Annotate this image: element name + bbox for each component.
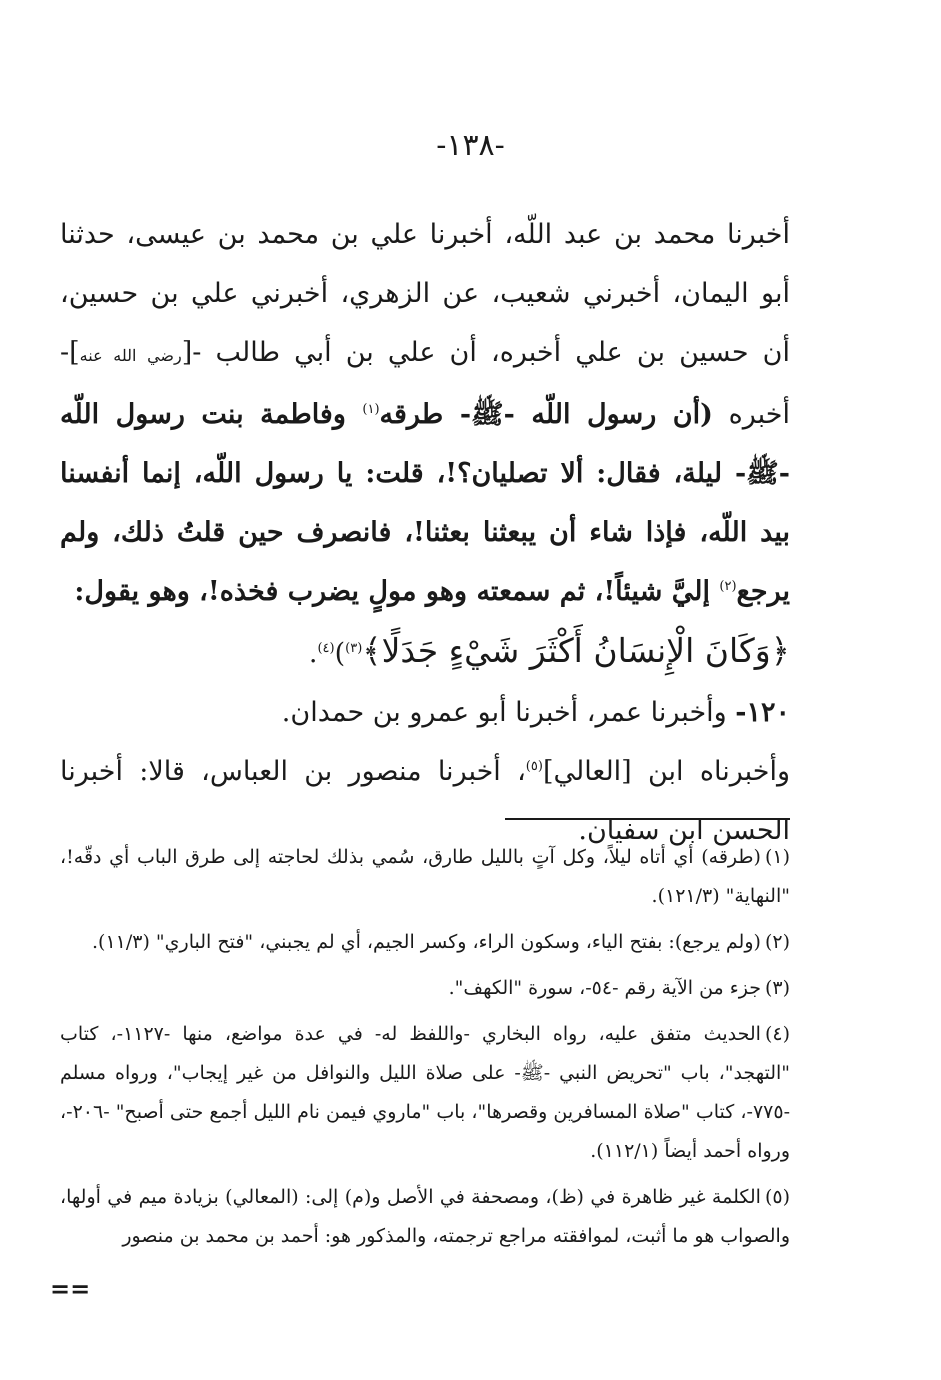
paragraph-end: . bbox=[308, 638, 318, 669]
footnote-ref-5[interactable]: (٥) bbox=[525, 759, 543, 774]
quran-verse: ﴿وَكَانَ الْإِنسَانُ أَكْثَرَ شَيْءٍ جَدَلًا﴾ bbox=[362, 631, 790, 670]
matn-bold-1: (أن رسول اللّه -ﷺ- طرقه bbox=[379, 399, 713, 430]
matn-bold-3: إليَّ شيئاً!، ثم سمعته وهو مولٍ يضرب فخذه!، وهو يقول: bbox=[74, 576, 720, 607]
footnotes bbox=[60, 838, 790, 1263]
footnote-ref-4[interactable]: (٤) bbox=[317, 641, 335, 656]
footnote-number: (٥) bbox=[764, 1186, 790, 1208]
isnad-text: أخبرنا محمد بن عبد اللّه، أخبرنا علي بن محمد بن عيسى، حدثنا أبو اليمان، أخبرني شعيب، عن الزهري، أخبرني علي بن حسين، أن حسين بن علي أخبره، أن علي بن أبي طالب -[ bbox=[60, 219, 791, 368]
footnote-text: جزء من الآية رقم -٥٤-، سورة "الكهف". bbox=[448, 977, 761, 999]
footnote-text: (ولم يرجع): بفتح الياء، وسكون الراء، وكسر الجيم، أي لم يجبني، "فتح الباري" (١١/٣). bbox=[91, 931, 761, 953]
footnote-2 bbox=[60, 923, 790, 962]
footnote-number: (٤) bbox=[764, 1023, 790, 1045]
hadith-paragraph bbox=[60, 205, 790, 683]
footnote-number: (١) bbox=[764, 846, 790, 868]
isnad-text-2: ]- أخبره bbox=[60, 337, 790, 430]
isnad-3b: ، أخبرنا منصور بن العباس، قالا: أخبرنا الحسن ابن سفيان. bbox=[60, 756, 790, 846]
footnote-text: الكلمة غير ظاهرة في (ظ)، ومصحفة في الأصل و(م) إلى: (المعالي) بزيادة ميم في أولها، والصواب هو ما أثبت، لموافقته مراجع ترجمته، والمذكور هو: أحمد بن محمد بن منصور bbox=[60, 1186, 790, 1247]
matn-bold-2: وفاطمة بنت رسول اللّه -ﷺ- ليلة، فقال: ألا تصليان؟!، قلت: يا رسول اللّه، إنما أنفسنا بيد اللّه، فإذا شاء أن يبعثنا بعثنا!، فانصرف حين قلتُ ذلك، ولم يرجع bbox=[60, 399, 790, 607]
hadith-120-text: وأخبرنا عمر، أخبرنا أبو عمرو بن حمدان. bbox=[281, 697, 736, 728]
footnote-1 bbox=[60, 838, 790, 916]
footnote-ref-2[interactable]: (٢) bbox=[719, 579, 737, 594]
continuation-mark: == bbox=[50, 1274, 91, 1303]
honorific: رضي الله عنه bbox=[79, 346, 182, 365]
footnote-5 bbox=[60, 1178, 790, 1256]
page-number: -١٣٨- bbox=[436, 128, 505, 163]
footnote-ref-3[interactable]: (٣) bbox=[345, 641, 363, 656]
footnote-number: (٣) bbox=[764, 977, 790, 999]
footnote-ref-1[interactable]: (١) bbox=[362, 402, 380, 417]
hadith-number: ١٢٠- bbox=[735, 697, 790, 728]
footnote-text: (طرقه) أي أتاه ليلاً، وكل آتٍ بالليل طارق، سُمي بذلك لحاجته إلى طرق الباب أي دقّه!، "النهاية" (١٢١/٣). bbox=[60, 846, 790, 907]
main-text bbox=[60, 205, 790, 860]
closing-paren: ) bbox=[334, 638, 346, 669]
hadith-120 bbox=[60, 683, 790, 742]
footnote-4 bbox=[60, 1015, 790, 1171]
footnote-number: (٢) bbox=[764, 931, 790, 953]
footnote-text: الحديث متفق عليه، رواه البخاري -واللفظ له- في عدة مواضع، منها -١١٢٧-، كتاب "التهجد"، باب "تحريض النبي -ﷺ- على صلاة الليل والنوافل من غير إيجاب"، ورواه مسلم -٧٧٥-، كتاب "صلاة المسافرين وقصرها"، باب "ماروي فيمن نام الليل أجمع حتى أصبح" -٢٠٦-، ورواه أحمد أيضاً (١١٢/١). bbox=[60, 1023, 790, 1162]
footnote-3 bbox=[60, 969, 790, 1008]
footnote-separator bbox=[505, 818, 790, 820]
isnad-3a: وأخبرناه ابن [العالي] bbox=[542, 756, 790, 787]
